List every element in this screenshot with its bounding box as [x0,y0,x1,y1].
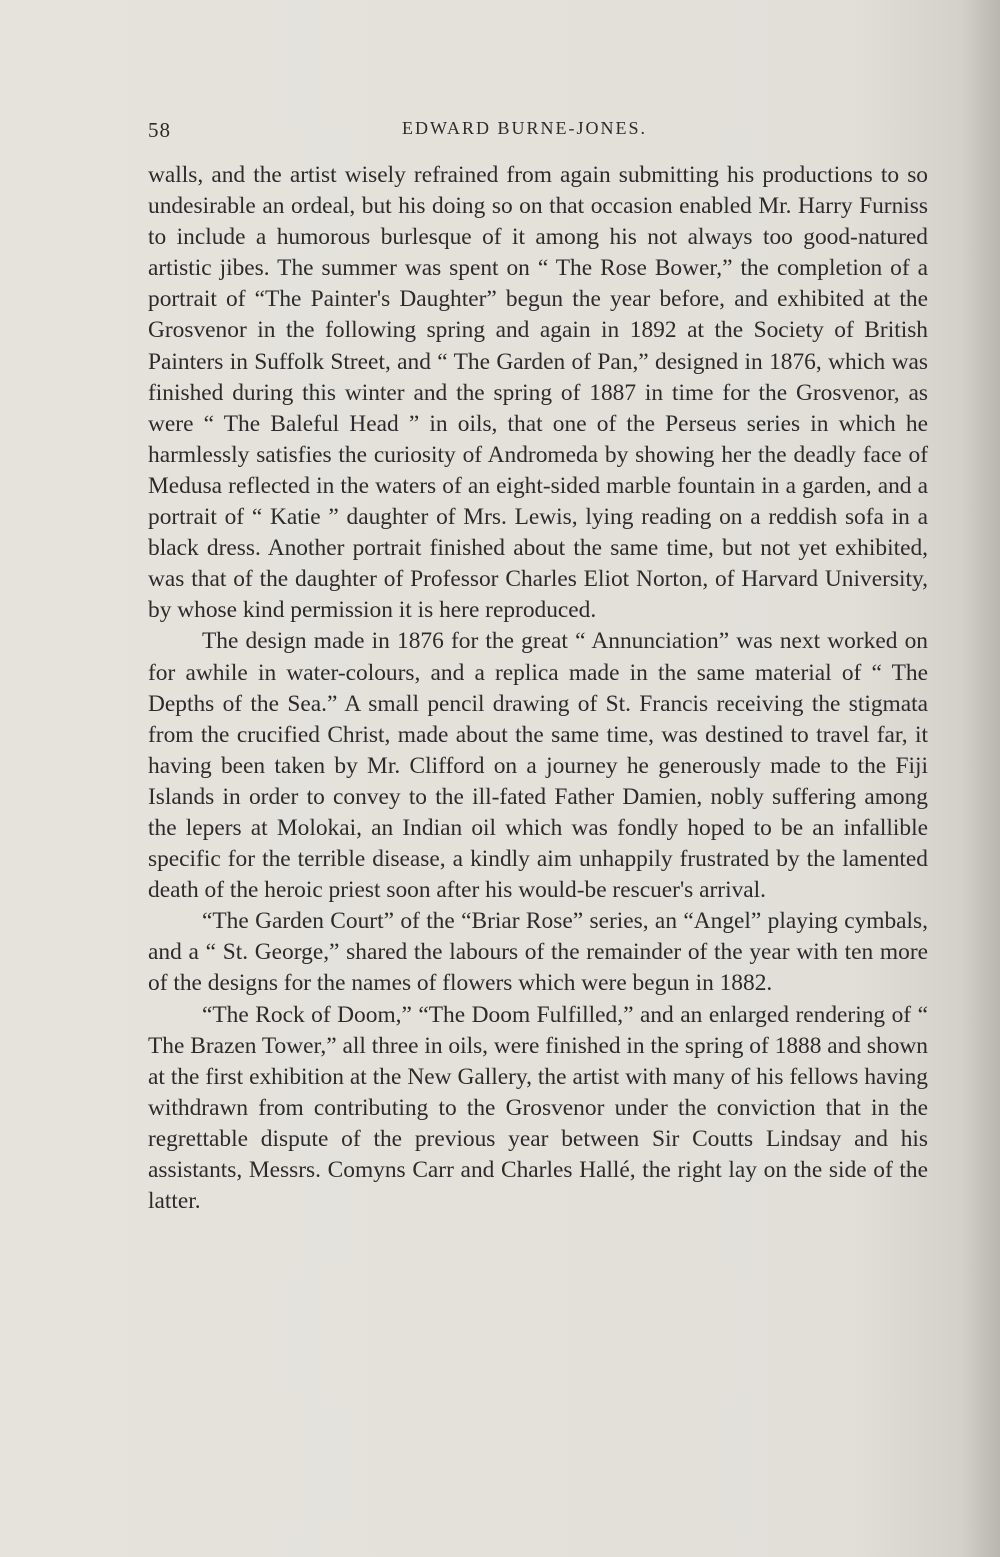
paragraph-2: The design made in 1876 for the great “ Annunciation” was next worked on for awhile in water-colours, and a replica made in the same material of “ The Depths of the Sea.” A small pencil drawing of St. Francis receiving the stigmata from the crucified Christ, made about the same time, was destined to travel far, it having been taken by Mr. Clifford on a journey he generously made to the Fiji Islands in order to convey to the ill-fated Father Damien, nobly suffering among the lepers at Molokai, an Indian oil which was fondly hoped to be an infallible specific for the terrible disease, a kindly aim unhappily frustrated by the lamented death of the heroic priest soon after his would-be rescuer's arrival. [148,628,928,904]
page-header [148,118,928,148]
body-text [148,160,928,1217]
paragraph-4: “The Rock of Doom,” “The Doom Fulfilled,” and an enlarged rendering of “ The Brazen Tower,” all three in oils, were finished in the spring of 1888 and shown at the first exhibition at the New Gallery, the artist with many of his fellows having withdrawn from contributing to the Grosvenor under the conviction that in the regrettable dispute of the previous year between Sir Coutts Lindsay and his assistants, Messrs. Comyns Carr and Charles Hallé, the right lay on the side of the latter. [148,1001,928,1215]
paragraph-1: walls, and the artist wisely refrained from again submitting his productions to so undesirable an ordeal, but his doing so on that occasion enabled Mr. Harry Furniss to include a humorous burlesque of it among his not always too good-natured artistic jibes. The summer was spent on “ The Rose Bower,” the completion of a portrait of “The Painter's Daughter” begun the year before, and exhibited at the Grosvenor in the following spring and again in 1892 at the Society of British Painters in Suffolk Street, and “ The Garden of Pan,” designed in 1876, which was finished during this winter and the spring of 1887 in time for the Grosvenor, as were “ The Baleful Head ” in oils, that one of the Perseus series in which he harmlessly satisfies the curiosity of Andromeda by showing her the deadly face of Medusa reflected in the waters of an eight-sided marble fountain in a garden, and a portrait of “ Katie ” daughter of Mrs. Lewis, lying reading on a reddish sofa in a black dress. Another portrait finished about the same time, but not yet exhibited, was that of the daughter of Professor Charles Eliot Norton, of Harvard University, by whose kind permission it is here reproduced. [148,162,928,624]
paragraph-3: “The Garden Court” of the “Briar Rose” series, an “Angel” playing cymbals, and a “ St. George,” shared the labours of the remainder of the year with ten more of the designs for the names of flowers which were begun in 1882. [148,908,928,997]
running-head: EDWARD BURNE-JONES. [402,118,647,138]
page-number: 58 [148,118,171,142]
